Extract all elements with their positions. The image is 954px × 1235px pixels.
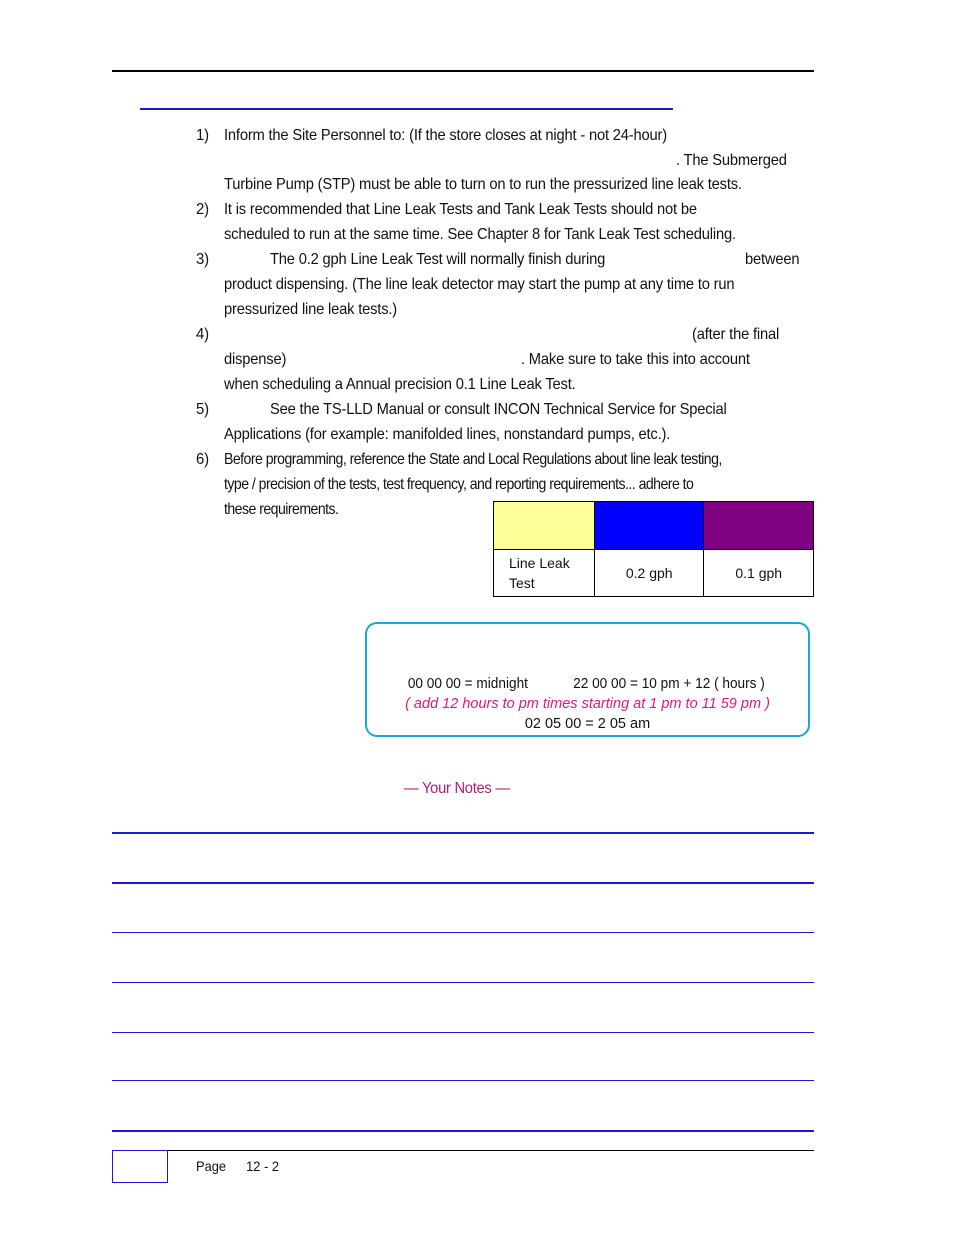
value-cell-1 bbox=[594, 550, 704, 597]
page-word: Page bbox=[196, 1158, 227, 1174]
header-cell-blue bbox=[594, 502, 704, 550]
item-6-number: 6) bbox=[196, 451, 209, 468]
item-1-line-1: Inform the Site Personnel to: (If the store closes at night - not 24-hour) bbox=[224, 127, 667, 144]
page-label bbox=[196, 1158, 279, 1174]
item-3-number: 3) bbox=[196, 251, 209, 268]
item-4-line-2b: . Make sure to take this into account bbox=[521, 351, 750, 368]
value-1: 0.2 gph bbox=[625, 565, 673, 581]
line-leak-test-table bbox=[493, 501, 814, 597]
item-6-line-1: Before programming, reference the State and Local Regulations about line leak testing, bbox=[224, 451, 722, 468]
note-line bbox=[112, 1080, 814, 1081]
item-5-line-2: Applications (for example: manifolded lines, nonstandard pumps, etc.). bbox=[224, 426, 671, 443]
item-4-line-2: dispense) bbox=[224, 351, 287, 368]
row-label-cell bbox=[494, 550, 595, 597]
item-3-line-1b: between bbox=[745, 251, 800, 268]
page-number: 12 - 2 bbox=[246, 1158, 280, 1174]
note-line bbox=[112, 982, 814, 983]
time-format-box bbox=[365, 622, 810, 737]
time-examples-row bbox=[367, 676, 808, 692]
item-1-line-2: . The Submerged bbox=[676, 152, 787, 169]
item-6-line-3: these requirements. bbox=[224, 501, 339, 518]
item-5-number: 5) bbox=[196, 401, 209, 418]
item-4-line-1: (after the final bbox=[692, 326, 780, 343]
row-label: Line Leak Test bbox=[509, 555, 570, 591]
item-1-number: 1) bbox=[196, 127, 209, 144]
item-5-line-1: See the TS-LLD Manual or consult INCON Technical Service for Special bbox=[270, 401, 727, 418]
item-1-line-3: Turbine Pump (STP) must be able to turn on to run the pressurized line leak tests. bbox=[224, 176, 742, 193]
pm-note: ( add 12 hours to pm times starting at 1 pm to 11 59 pm ) bbox=[405, 696, 770, 712]
section-title-underline bbox=[140, 108, 673, 110]
item-4-number: 4) bbox=[196, 326, 209, 343]
value-2: 0.1 gph bbox=[735, 565, 783, 581]
item-2-number: 2) bbox=[196, 201, 209, 218]
pm-example: 22 00 00 = 10 pm + 12 ( hours ) bbox=[573, 676, 766, 692]
item-6-line-2: type / precision of the tests, test frequency, and reporting requirements... adhere to bbox=[224, 476, 694, 493]
note-line bbox=[112, 832, 814, 834]
note-line bbox=[112, 1032, 814, 1033]
value-cell-2 bbox=[704, 550, 814, 597]
header-rule bbox=[112, 70, 814, 72]
item-3-line-2: product dispensing. (The line leak detector may start the pump at any time to run bbox=[224, 276, 735, 293]
header-cell-yellow bbox=[494, 502, 595, 550]
note-line bbox=[112, 1130, 814, 1132]
item-3-line-1: The 0.2 gph Line Leak Test will normally finish during bbox=[270, 251, 606, 268]
table-row bbox=[494, 550, 814, 597]
note-line bbox=[112, 882, 814, 884]
item-2-line-2: scheduled to run at the same time. See Chapter 8 for Tank Leak Test scheduling. bbox=[224, 226, 736, 243]
your-notes-title: — Your Notes — bbox=[404, 780, 510, 797]
item-3-line-3: pressurized line leak tests.) bbox=[224, 301, 398, 318]
header-cell-purple bbox=[704, 502, 814, 550]
footer-rule bbox=[112, 1150, 814, 1151]
item-2-line-1: It is recommended that Line Leak Tests and Tank Leak Tests should not be bbox=[224, 201, 697, 218]
page-box bbox=[112, 1150, 168, 1183]
item-4-line-3: when scheduling a Annual precision 0.1 Line Leak Test. bbox=[224, 376, 576, 393]
note-line bbox=[112, 932, 814, 933]
table-header-row bbox=[494, 502, 814, 550]
am-example: 02 05 00 = 2 05 am bbox=[524, 716, 651, 732]
midnight-example: 00 00 00 = midnight bbox=[407, 676, 528, 692]
